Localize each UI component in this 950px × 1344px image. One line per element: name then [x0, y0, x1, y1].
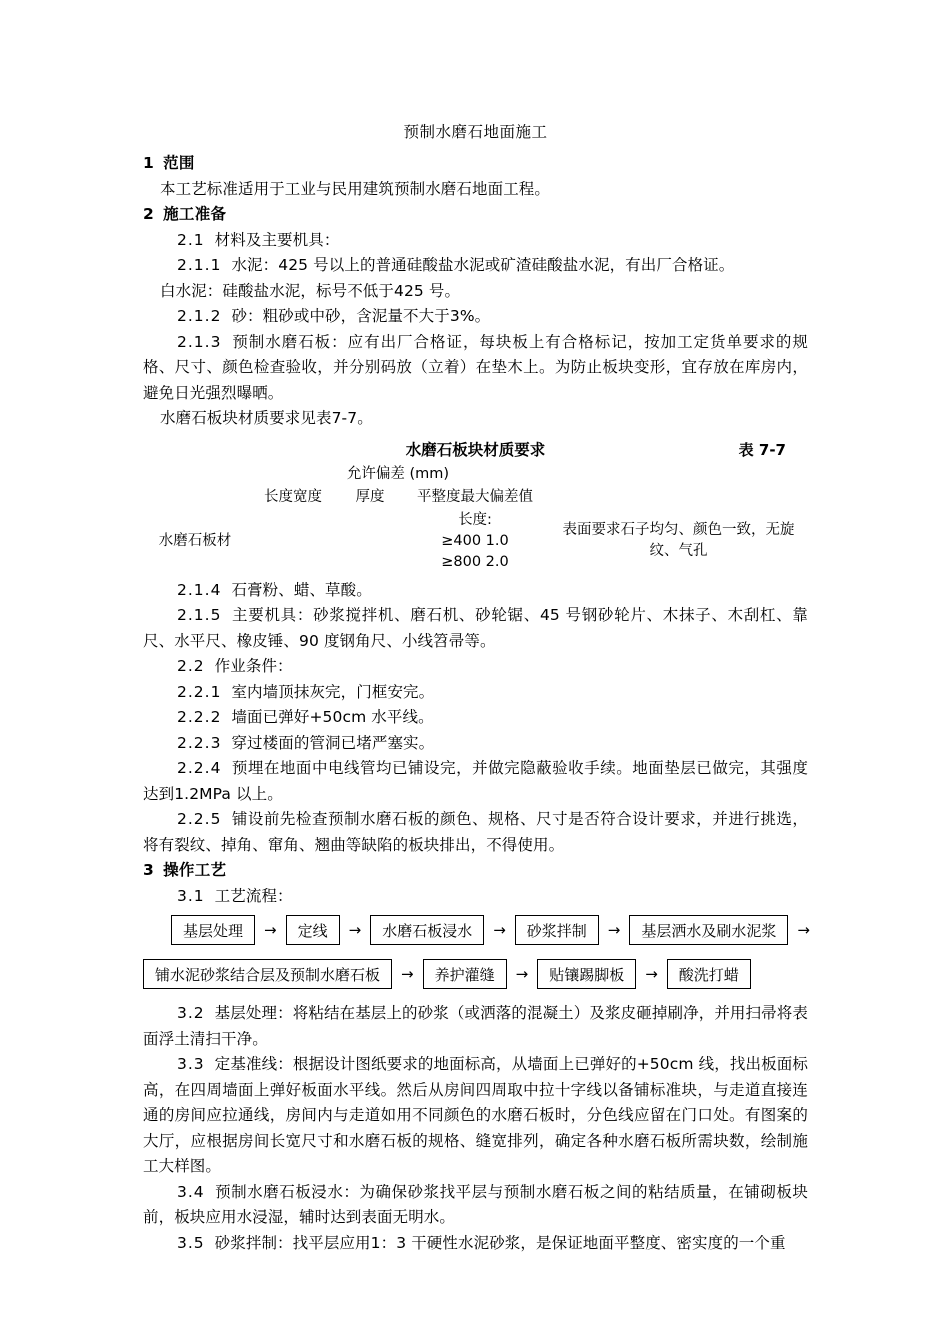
paragraph-3-3 [143, 1052, 808, 1180]
paragraph-2-2-3 [143, 731, 808, 757]
heading-working-conditions-label: 作业条件： [214, 657, 293, 675]
table-header-row-1 [143, 463, 808, 486]
heading-process-flow [143, 884, 808, 910]
flow-step-line-setting: 定线 [286, 915, 340, 945]
flow-arrow-icon: → [515, 965, 529, 983]
text-2-2-1: 室内墙顶抹灰完，门框安完。 [231, 682, 435, 701]
heading-materials-number: 2.1 [177, 230, 205, 249]
paragraph-3-2 [143, 1001, 808, 1052]
heading-scope-number: 1 [143, 154, 155, 172]
flow-arrow-icon: → [493, 921, 506, 939]
heading-scope [143, 151, 808, 177]
paragraph-2-2-2 [143, 705, 808, 731]
table-header-remark-blank [549, 463, 808, 509]
table-cell-length-width [247, 509, 339, 574]
table-header-blank-corner-2 [143, 486, 247, 509]
page-title: 预制水磨石地面施工 [403, 123, 548, 141]
heading-working-conditions-number: 2.2 [177, 657, 205, 675]
flow-arrow-icon: → [645, 965, 658, 983]
document-content [143, 118, 808, 1256]
table-cell-flatness [401, 509, 549, 574]
flatness-line-3: ≥800 2.0 [441, 553, 509, 570]
text-2-1-4: 石膏粉、蜡、草酸。 [231, 580, 372, 599]
label-2-1-2: 2.1.2 [177, 307, 222, 325]
flatness-line-2: ≥400 1.0 [441, 532, 509, 549]
flow-arrow-icon: → [607, 921, 621, 939]
flow-step-base-watering: 基层洒水及刷水泥浆 [629, 915, 788, 945]
flow-arrow-icon-wrap: → [797, 921, 810, 939]
table-header-blank-corner [143, 463, 247, 486]
heading-operation-label: 操作工艺 [163, 861, 227, 879]
flow-arrow-icon: → [401, 965, 414, 983]
flow-step-mortar-mixing: 砂浆拌制 [515, 915, 599, 945]
material-spec-table [143, 463, 808, 574]
paragraph-2-1-1 [143, 253, 808, 279]
label-2-1-4: 2.1.4 [177, 580, 222, 599]
text-2-2-4: 预埋在地面中电线管均已铺设完，并做完隐蔽验收手续。地面垫层已做完，其强度达到1.2MPa 以上。 [143, 759, 808, 803]
heading-operation [143, 858, 808, 884]
paragraph-2-2-1 [143, 680, 808, 706]
paragraph-2-2-5 [143, 807, 808, 858]
table-caption-row [143, 437, 808, 463]
table-caption: 水磨石板块材质要求 [405, 440, 546, 459]
flow-step-slab-soaking: 水磨石板浸水 [370, 915, 484, 945]
paragraph-2-1-3 [143, 330, 808, 407]
text-3-5: 砂浆拌制：找平层应用1：3 干硬性水泥砂浆，是保证地面平整度、密实度的一个重 [214, 1233, 786, 1252]
flow-step-base-treatment: 基层处理 [171, 915, 255, 945]
text-2-1-1: 水泥：425 号以上的普通硅酸盐水泥或矿渣硅酸盐水泥，有出厂合格证。 [231, 256, 735, 274]
flow-step-curing-grouting: 养护灌缝 [423, 959, 507, 989]
table-cell-remark: 表面要求石子均匀、颜色一致，无旋纹、气孔 [562, 522, 795, 559]
heading-process-flow-label: 工艺流程： [214, 886, 293, 905]
paragraph-2-1-5 [143, 603, 808, 654]
paragraph-3-4 [143, 1180, 808, 1231]
heading-scope-label: 范围 [163, 154, 195, 172]
heading-preparation [143, 202, 808, 228]
table-header-group-deviation: 允许偏差 (mm) [346, 465, 450, 482]
text-2-1-2: 砂：粗砂或中砂，含泥量不大于3%。 [231, 307, 491, 325]
label-3-4: 3.4 [177, 1182, 205, 1201]
table-cell-material-name: 水磨石板材 [158, 532, 232, 549]
table-header-flatness: 平整度最大偏差值 [417, 488, 533, 505]
text-3-4: 预制水磨石板浸水：为确保砂浆找平层与预制水磨石板之间的粘结质量，在铺砌板块前，板块应用水浸湿，辅时达到表面无明水。 [143, 1182, 808, 1226]
text-2-2-5: 铺设前先检查预制水磨石板的颜色、规格、尺寸是否符合设计要求，并进行挑选，将有裂纹、掉角、窜角、翘曲等缺陷的板块排出，不得使用。 [143, 810, 808, 854]
paragraph-scope-body: 本工艺标准适用于工业与民用建筑预制水磨石地面工程。 [160, 179, 551, 198]
paragraph-white-cement: 白水泥：硅酸盐水泥，标号不低于425 号。 [160, 281, 461, 300]
text-2-1-5: 主要机具：砂浆搅拌机、磨石机、砂轮锯、45 号钢砂轮片、木抹子、木刮杠、靠尺、水平尺、橡皮锤、90 度钢角尺、小线笤帚等。 [143, 606, 808, 650]
text-2-1-3: 预制水磨石板：应有出厂合格证，每块板上有合格标记，按加工定货单要求的规格、尺寸、颜色检查验收，并分别码放（立着）在垫木上。为防止板块变形，宜存放在库房内，避免日光强烈曝晒。 [143, 332, 808, 402]
paragraph-2-1-2 [143, 304, 808, 330]
text-2-2-2: 墙面已弹好+50cm 水平线。 [231, 708, 434, 726]
paragraph-2-2-4 [143, 756, 808, 807]
text-3-2: 基层处理：将粘结在基层上的砂浆（或洒落的混凝土）及浆皮砸掉刷净，并用扫帚将表面浮土清扫干净。 [143, 1004, 808, 1048]
flowchart-row-1 [171, 913, 808, 947]
heading-materials-label: 材料及主要机具： [214, 230, 340, 249]
label-2-1-5: 2.1.5 [177, 606, 222, 624]
flatness-line-1: 长度: [458, 511, 492, 528]
table-header-length-width: 长度宽度 [264, 488, 322, 505]
flowchart-row-2 [143, 957, 808, 991]
paragraph-3-5 [143, 1231, 808, 1257]
paragraph-table-reference: 水磨石板块材质要求见表7-7。 [160, 409, 373, 427]
flow-step-skirting-board: 贴镶踢脚板 [537, 959, 636, 989]
table-cell-thickness [339, 509, 401, 574]
label-2-1-1: 2.1.1 [177, 256, 222, 274]
label-2-2-2: 2.2.2 [177, 708, 222, 726]
flow-step-acid-wash-wax: 酸洗打蜡 [667, 959, 751, 989]
table-header-thickness: 厚度 [355, 488, 385, 505]
heading-preparation-label: 施工准备 [163, 205, 227, 223]
heading-working-conditions [143, 654, 808, 680]
text-3-3: 定基准线：根据设计图纸要求的地面标高，从墙面上已弹好的+50cm 线，找出板面标高，在四周墙面上弹好板面水平线。然后从房间四周取中拉十字线以备铺标准块，与走道直接连通的房间应拉通线，房间内与走道如用不同颜色的水磨石板时，分色线应留在门口处。有图案的大厅，应根据房间长宽尺寸和水磨石板的规格、缝宽排列，确定各种水磨石板所需块数，绘制施工大样图。 [143, 1055, 808, 1175]
heading-process-flow-number: 3.1 [177, 886, 205, 905]
process-flowchart [143, 913, 808, 991]
heading-materials [143, 228, 808, 254]
label-2-2-1: 2.2.1 [177, 682, 222, 701]
label-3-3: 3.3 [177, 1055, 205, 1073]
label-2-2-4: 2.2.4 [177, 759, 222, 777]
paragraph-2-1-4 [143, 578, 808, 604]
heading-preparation-number: 2 [143, 205, 155, 223]
label-3-5: 3.5 [177, 1233, 205, 1252]
flow-arrow-icon: → [348, 921, 362, 939]
label-3-2: 3.2 [177, 1004, 205, 1022]
label-2-1-3: 2.1.3 [177, 332, 222, 351]
table-row [143, 509, 808, 574]
heading-operation-number: 3 [143, 861, 155, 879]
label-2-2-3: 2.2.3 [177, 733, 222, 752]
table-number: 表 7-7 [738, 440, 786, 459]
flow-arrow-icon: → [264, 921, 277, 939]
flow-step-laying-mortar-and-slab: 铺水泥砂浆结合层及预制水磨石板 [143, 959, 392, 989]
text-2-2-3: 穿过楼面的管洞已堵严塞实。 [231, 733, 435, 752]
label-2-2-5: 2.2.5 [177, 810, 222, 828]
